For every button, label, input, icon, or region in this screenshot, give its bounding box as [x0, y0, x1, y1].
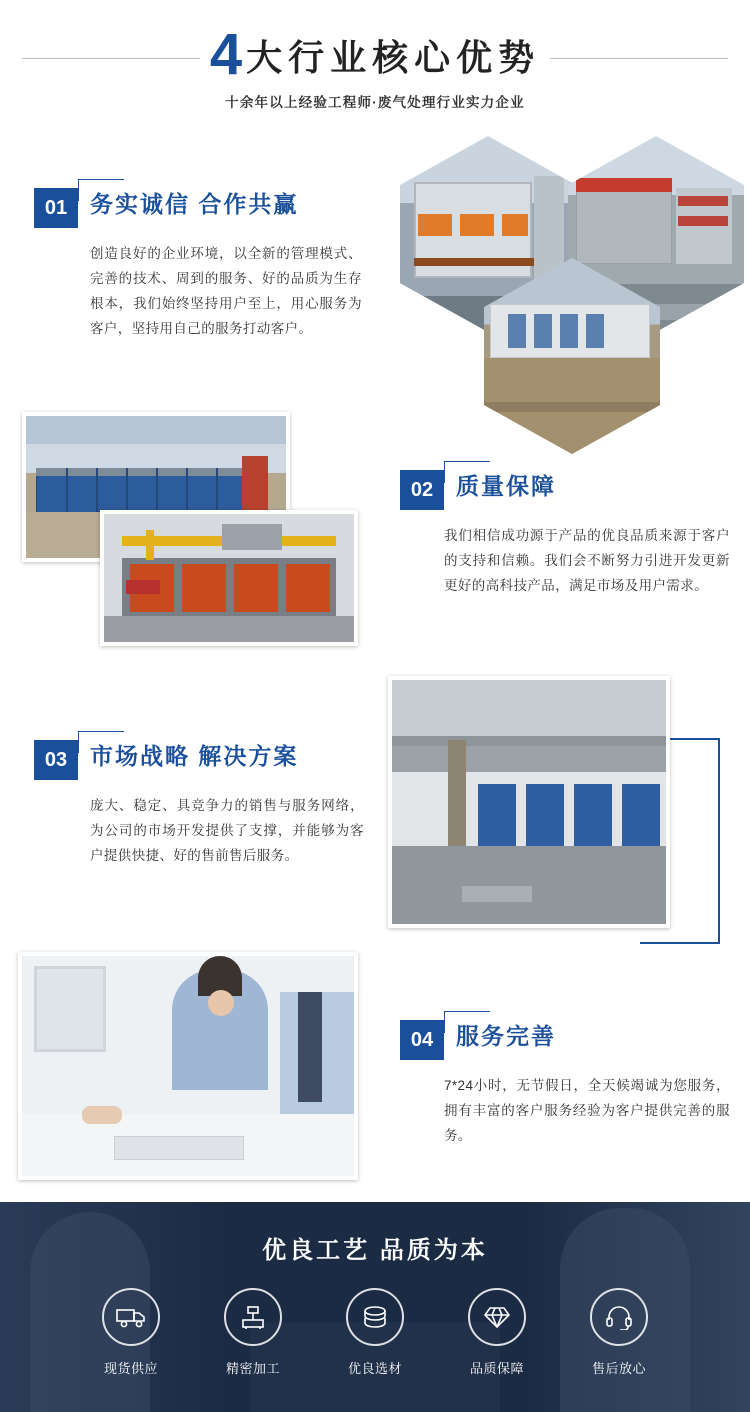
section-03-accent-top [78, 731, 124, 732]
footer-item-1-label: 精密加工 [225, 1361, 280, 1376]
page-header [0, 0, 750, 120]
footer-item-3-label: 品质保障 [469, 1361, 524, 1376]
header-rule-right [550, 58, 728, 59]
footer-item-list [0, 1288, 750, 1377]
section-03 [34, 740, 374, 869]
photo-spray-booth-workshop [388, 676, 670, 928]
footer-item-0 [85, 1288, 177, 1377]
section-02-badge: 02 [400, 470, 444, 510]
page-subtitle: 十余年以上经验工程师·废气处理行业实力企业 [225, 95, 525, 110]
layers-icon [346, 1288, 404, 1346]
footer-title: 优良工艺 品质为本 [262, 1237, 488, 1264]
section-02-heading: 质量保障 [456, 473, 556, 499]
footer-item-2-label: 优良选材 [347, 1361, 402, 1376]
section-03-badge: 03 [34, 740, 78, 780]
footer-item-2 [329, 1288, 421, 1377]
header-rule-left [22, 58, 200, 59]
section-01-badge: 01 [34, 188, 78, 228]
footer-banner [0, 1202, 750, 1412]
diamond-icon [468, 1288, 526, 1346]
section-02-body: 我们相信成功源于产品的优良品质来源于客户的支持和信赖。我们会不断努力引进开发更新更好的高科技产品，满足市场及用户需求。 [444, 528, 730, 593]
truck-icon [102, 1288, 160, 1346]
footer-item-1 [207, 1288, 299, 1377]
footer-item-3 [451, 1288, 543, 1377]
section-04 [400, 1020, 730, 1149]
section-04-accent-bar [444, 1011, 445, 1033]
footer-item-4 [573, 1288, 665, 1377]
section-01-body: 创造良好的企业环境，以全新的管理模式、完善的技术、周到的服务、好的品质为生存根本，我们始终坚持用户至上，用心服务为客户，坚持用自己的服务打动客户。 [90, 246, 362, 336]
section-04-body: 7*24小时，无节假日，全天候竭诚为您服务，拥有丰富的客户服务经验为客户提供完善的服务。 [444, 1078, 730, 1143]
photo-catalytic-furnace [100, 510, 358, 646]
headset-icon [590, 1288, 648, 1346]
section-01-accent-top [78, 179, 124, 180]
section-02 [400, 470, 730, 599]
section-01-accent-bar [78, 179, 79, 201]
footer-item-0-label: 现货供应 [103, 1361, 158, 1376]
section-04-heading: 服务完善 [456, 1023, 556, 1049]
section-01-heading: 务实诚信 合作共赢 [90, 191, 299, 217]
section-02-accent-top [444, 461, 490, 462]
machine-icon [224, 1288, 282, 1346]
photo-customer-service [18, 952, 358, 1180]
section-02-accent-bar [444, 461, 445, 483]
page-title: 大行业核心优势 [246, 37, 541, 78]
section-03-heading: 市场战略 解决方案 [90, 743, 299, 769]
header-number: 4 [209, 22, 243, 87]
footer-item-4-label: 售后放心 [591, 1361, 646, 1376]
section-03-accent-bar [78, 731, 79, 753]
section-03-body: 庞大、稳定、具竞争力的销售与服务网络，为公司的市场开发提供了支撑，并能够为客户提供快捷、好的售前售后服务。 [90, 798, 364, 863]
section-04-badge: 04 [400, 1020, 444, 1060]
section-04-accent-top [444, 1011, 490, 1012]
section-01 [34, 188, 364, 342]
